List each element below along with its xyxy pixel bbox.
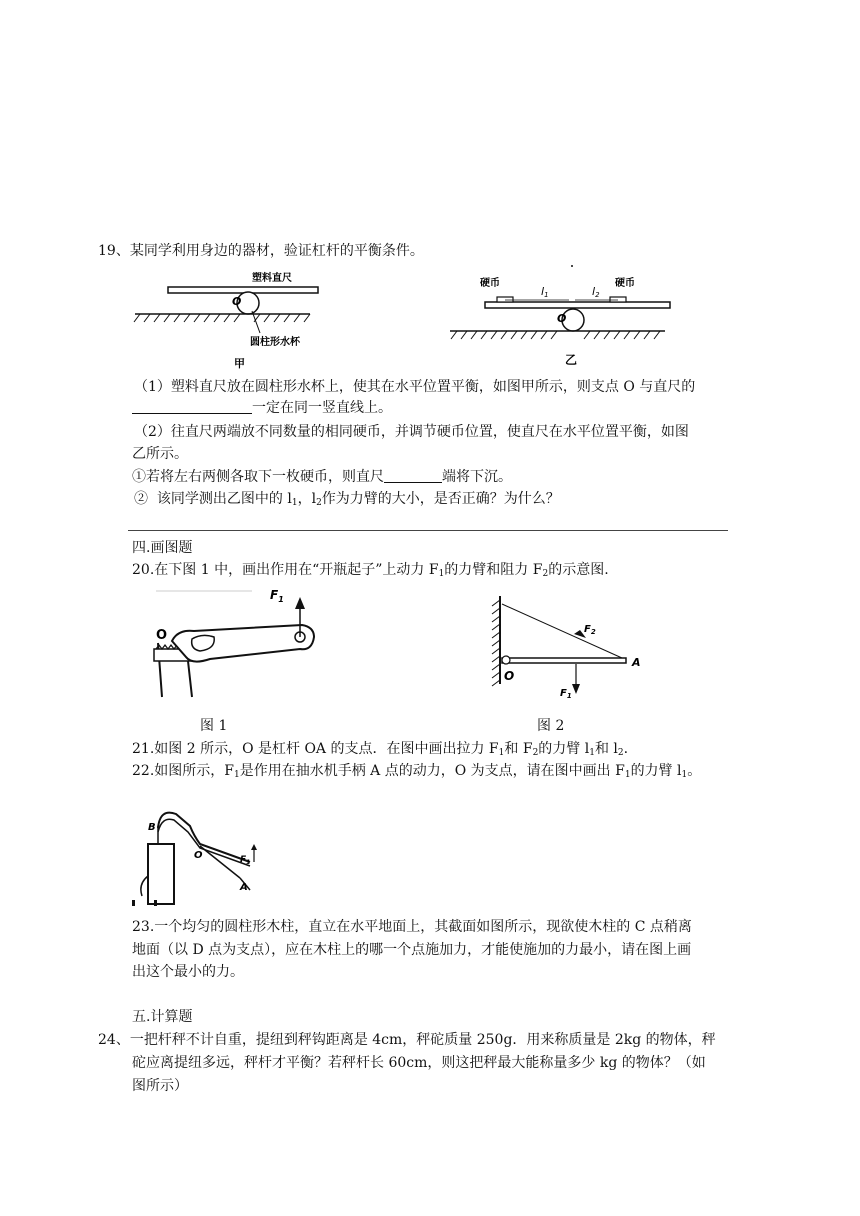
f1-arrowhead <box>295 597 305 609</box>
section5-heading: 五.计算题 <box>132 1009 193 1025</box>
q19-part4: ② 该同学测出乙图中的 $l_1$，$l_2$作为力臂的大小，是否正确？为什么？ <box>134 491 560 508</box>
q19-part3-text-a: ①若将左右两侧各取下一枚硬币，则直尺 <box>132 469 384 485</box>
cup-label: 圆柱形水杯 <box>250 337 300 348</box>
lever-oa <box>502 658 626 663</box>
pivot-o-label: O <box>232 295 242 308</box>
fig2-caption: 图 2 <box>537 718 565 734</box>
ground-hatching <box>134 314 310 322</box>
wall-hatching <box>492 600 500 686</box>
q24-line3: 图所示） <box>132 1078 188 1094</box>
q19-part3 <box>132 467 512 487</box>
q23-line2: 地面（以 D 点为支点），应在木柱上的哪一个点施加力，才能使施加的力最小，请在图上画 <box>132 942 692 958</box>
dot-mark <box>571 265 573 267</box>
section4-heading: 四.画图题 <box>132 540 193 556</box>
l2-label: l2 <box>592 285 600 299</box>
q21-text: 21.如图 2 所示，O 是杠杆 OA 的支点．在图中画出拉力 $F_1$和 $F_2$的力臂 $l_1$和 $l_2$. <box>132 741 629 758</box>
pivot-o-label-yi: O <box>557 312 567 325</box>
q19-stem: 19、某同学利用身边的器材，验证杠杆的平衡条件。 <box>98 243 424 259</box>
point-b-label: B <box>148 822 156 833</box>
corner-mark-left <box>132 900 135 906</box>
f1-arrowhead-fig2 <box>572 684 580 694</box>
l1-label: l1 <box>541 285 549 299</box>
water-spout <box>141 876 148 896</box>
q19-part3-text-b: 端将下沉。 <box>442 469 512 485</box>
q19-part2-line1: （2）往直尺两端放不同数量的相同硬币，并调节硬币位置，使直尺在水平位置平衡，如图 <box>134 424 689 440</box>
q24-line2: 砣应离提纽多远，秤杆才平衡？若秤杆长 60cm，则这把秤最大能称量多少 kg 的物体？（如 <box>132 1055 706 1071</box>
f1-arrowhead-fig3 <box>251 844 257 850</box>
corner-mark-right <box>154 900 157 906</box>
q19-part2-line2: 乙所示。 <box>132 446 188 462</box>
coins-left <box>497 297 513 302</box>
q19-part1-line2 <box>132 398 392 418</box>
hinge-o <box>502 656 510 664</box>
pump-cylinder <box>148 844 174 904</box>
rope-f2-line <box>502 604 622 658</box>
point-a-label: A <box>632 656 641 669</box>
pivot-o-label-fig3: O <box>194 850 203 861</box>
q20-text: 20.在下图 1 中，画出作用在“开瓶起子”上动力 $F_1$的力臂和阻力 $F_2$的示意图. <box>132 562 609 579</box>
figure-3-water-pump <box>130 800 265 910</box>
q22-text: 22.如图所示，$F_1$是作用在抽水机手柄 A 点的动力，O 为支点，请在图中画出 $F_1$的力臂 $l_1$。 <box>132 763 702 780</box>
q23-line1: 23.一个均匀的圆柱形木柱，直立在水平地面上，其截面如图所示，现欲使木柱的 C 点稍离 <box>132 919 692 935</box>
coins-right <box>610 297 626 302</box>
q19-part1-line1: （1）塑料直尺放在圆柱形水杯上，使其在水平位置平衡，如图甲所示，则支点 O 与直尺的 <box>134 379 696 395</box>
figure-2-wall-lever <box>488 592 648 704</box>
coin-right-label: 硬币 <box>615 278 635 289</box>
figure-yi <box>445 262 675 377</box>
ruler-yi <box>485 302 670 308</box>
ruler-label: 塑料直尺 <box>252 273 292 284</box>
pivot-o-label-fig1: O <box>156 628 168 643</box>
figure-jia <box>130 265 320 375</box>
plastic-ruler <box>168 287 318 293</box>
fig-yi-caption: 乙 <box>565 353 578 367</box>
answer-rule-line <box>128 530 728 531</box>
fig1-caption: 图 1 <box>200 718 228 734</box>
fig-jia-caption: 甲 <box>234 357 245 370</box>
f1-label-fig2: $F_1$ <box>560 688 572 700</box>
f1-label: $F_1$ <box>270 588 284 604</box>
q23-line3: 出这个最小的力。 <box>132 964 244 980</box>
f2-label: $F_2$ <box>584 624 596 636</box>
q19-part4-num: ② <box>134 491 148 507</box>
f1-label-fig3: $F_1$ <box>240 855 251 866</box>
q24-line1: 24、一把杆秤不计自重，提纽到秤钩距离是 4cm，秤砣质量 250g．用来称质量是 2kg 的物体，秤 <box>98 1032 716 1048</box>
answer-blank-2[interactable] <box>384 468 442 483</box>
figure-1-bottle-opener <box>152 585 332 700</box>
answer-blank-1[interactable] <box>132 399 252 414</box>
q19-part1-text: 一定在同一竖直线上。 <box>252 400 392 416</box>
ground-hatching-yi <box>451 331 660 339</box>
pivot-o-label-fig2: O <box>504 669 515 683</box>
coin-left-label: 硬币 <box>480 278 500 289</box>
point-a-label-fig3: A <box>240 882 248 893</box>
